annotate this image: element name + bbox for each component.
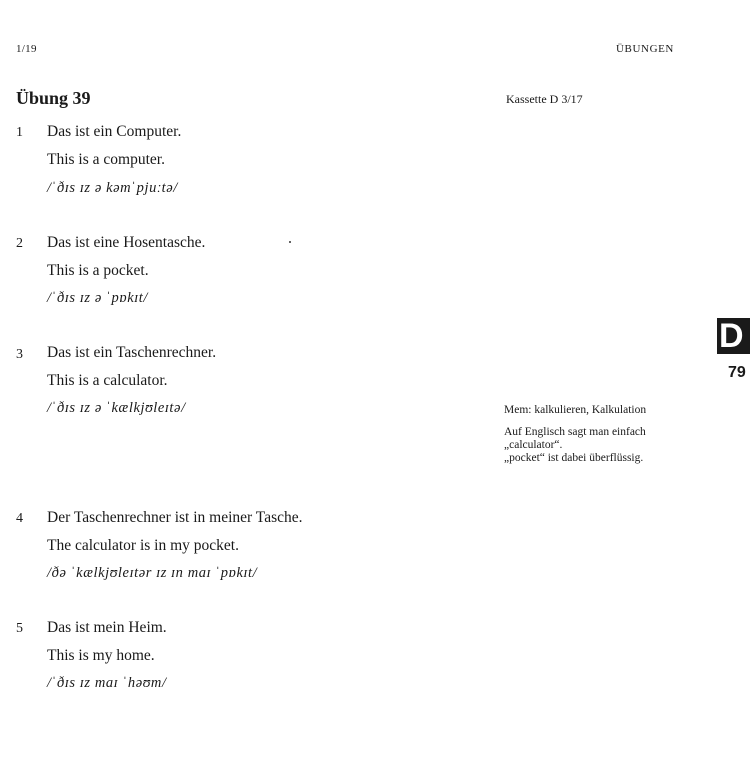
note-line: „pocket“ ist dabei überflüssig. [504, 452, 644, 464]
note-line: „calculator“. [504, 439, 563, 451]
item-number: 4 [16, 511, 23, 526]
phonetic-transcription: /ˈðɪs ɪz ə kəmˈpjuːtə/ [47, 180, 178, 196]
exercise-title: Übung 39 [16, 88, 91, 108]
english-sentence: This is a pocket. [47, 262, 149, 279]
german-sentence: Der Taschenrechner ist in meiner Tasche. [47, 509, 303, 526]
german-sentence: Das ist ein Computer. [47, 123, 182, 140]
phonetic-transcription: /ˈðɪs ɪz ə ˈkælkjʊleɪtə/ [47, 400, 186, 416]
german-sentence: Das ist ein Taschenrechner. [47, 344, 217, 361]
section-title: ÜBUNGEN [616, 43, 674, 55]
note-line: Auf Englisch sagt man einfach [504, 426, 646, 438]
page-number: 1/19 [16, 43, 37, 55]
item-number: 3 [16, 347, 23, 362]
phonetic-transcription: /ðə ˈkælkjʊleɪtər ɪz ɪn maɪ ˈpɒkɪt/ [47, 565, 258, 581]
item-number: 5 [16, 621, 23, 636]
cassette-reference: Kassette D 3/17 [506, 92, 583, 106]
note-mem: Mem: kalkulieren, Kalkulation [504, 404, 647, 416]
english-sentence: This is a calculator. [47, 372, 168, 389]
item-number: 1 [16, 125, 23, 140]
german-sentence: Das ist mein Heim. [47, 619, 167, 636]
english-sentence: The calculator is in my pocket. [47, 537, 239, 554]
english-sentence: This is a computer. [47, 151, 165, 168]
phonetic-transcription: /ˈðɪs ɪz ə ˈpɒkɪt/ [47, 290, 149, 306]
english-sentence: This is my home. [47, 647, 155, 664]
item-number: 2 [16, 236, 23, 251]
chapter-tab [717, 318, 750, 354]
print-speck [289, 241, 291, 243]
tab-page-number: 79 [728, 364, 746, 381]
chapter-letter: D [719, 318, 744, 354]
german-sentence: Das ist eine Hosentasche. [47, 234, 206, 251]
phonetic-transcription: /ˈðɪs ɪz maɪ ˈhəʊm/ [47, 675, 167, 691]
